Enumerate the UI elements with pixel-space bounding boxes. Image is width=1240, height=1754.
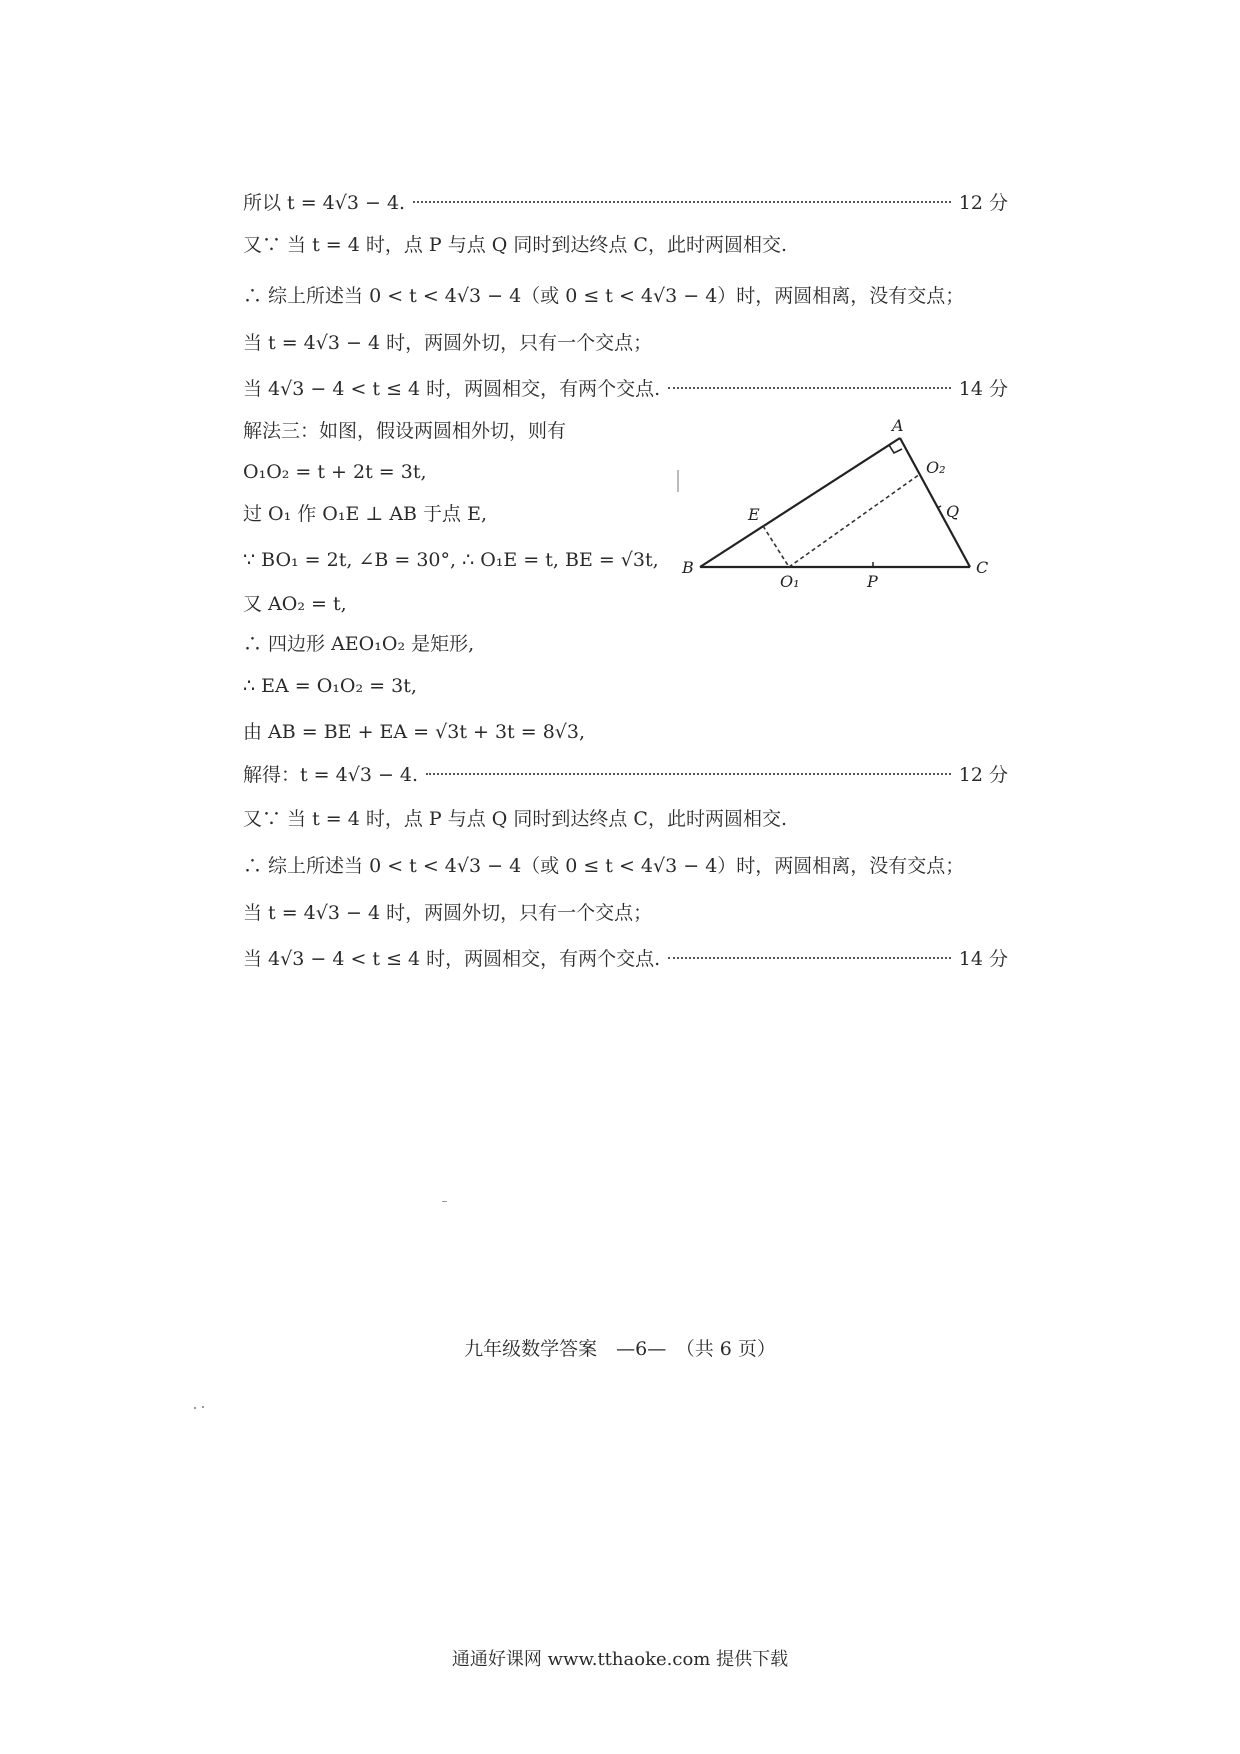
segment-o1-o2 bbox=[789, 474, 920, 567]
text-line-9: ∵ BO₁ = 2t, ∠B = 30°, ∴ O₁E = t, BE = √3t, bbox=[243, 549, 659, 571]
leader-dots bbox=[426, 772, 951, 775]
text-line-6: 解法三：如图，假设两圆相外切，则有 bbox=[243, 420, 567, 442]
label-o1: O₁ bbox=[780, 572, 800, 590]
score-label: 12 分 bbox=[958, 764, 1008, 786]
text-line-3: ∴ 综上所述当 0 < t < 4√3 − 4（或 0 ≤ t < 4√3 − 4）时，两圆相离，没有交点； bbox=[243, 285, 965, 307]
label-q: Q bbox=[946, 502, 960, 521]
leader-dots bbox=[668, 386, 951, 389]
text-line-8: 过 O₁ 作 O₁E ⊥ AB 于点 E, bbox=[243, 503, 487, 525]
text-line-15: 又∵ 当 t = 4 时，点 P 与点 Q 同时到达终点 C，此时两圆相交. bbox=[243, 808, 787, 830]
label-a: A bbox=[892, 416, 904, 435]
label-o2: O₂ bbox=[926, 458, 946, 477]
leader-dots bbox=[668, 956, 951, 959]
text-line-4: 当 t = 4√3 − 4 时，两圆外切，只有一个交点； bbox=[243, 332, 653, 354]
scan-speck bbox=[202, 1406, 204, 1408]
score-label: 12 分 bbox=[958, 192, 1008, 214]
text-line-1: 所以 t = 4√3 − 4. 12 分 bbox=[243, 192, 1008, 214]
text-line-14: 解得：t = 4√3 − 4. 12 分 bbox=[243, 764, 1008, 786]
right-angle-mark bbox=[889, 445, 902, 453]
label-c: C bbox=[976, 558, 989, 577]
leader-dots bbox=[413, 200, 951, 203]
segment-e-o1 bbox=[763, 526, 789, 567]
text-line-12: ∴ EA = O₁O₂ = 3t, bbox=[243, 675, 417, 697]
label-p: P bbox=[867, 572, 878, 590]
page-footer: 九年级数学答案 —6— （共 6 页） bbox=[464, 1338, 776, 1360]
text-line-16: ∴ 综上所述当 0 < t < 4√3 − 4（或 0 ≤ t < 4√3 − 4）时，两圆相离，没有交点； bbox=[243, 855, 965, 877]
text-line-10: 又 AO₂ = t, bbox=[243, 593, 347, 615]
score-label: 14 分 bbox=[958, 378, 1008, 400]
text-line-13: 由 AB = BE + EA = √3t + 3t = 8√3, bbox=[243, 721, 586, 743]
text-line-17: 当 t = 4√3 − 4 时，两圆外切，只有一个交点； bbox=[243, 902, 653, 924]
text-line-2: 又∵ 当 t = 4 时，点 P 与点 Q 同时到达终点 C，此时两圆相交. bbox=[243, 234, 787, 256]
label-b: B bbox=[682, 558, 694, 577]
scan-streak bbox=[677, 470, 679, 492]
text-line-7: O₁O₂ = t + 2t = 3t, bbox=[243, 461, 427, 483]
segment-ba bbox=[700, 438, 900, 567]
text-line-11: ∴ 四边形 AEO₁O₂ 是矩形, bbox=[243, 633, 475, 655]
text-line-5: 当 4√3 − 4 < t ≤ 4 时，两圆相交，有两个交点. 14 分 bbox=[243, 378, 1008, 400]
label-e: E bbox=[748, 505, 760, 524]
source-footer: 通通好课网 www.tthaoke.com 提供下载 bbox=[451, 1649, 789, 1670]
scan-speck bbox=[442, 1201, 447, 1202]
geometry-figure bbox=[680, 415, 1010, 590]
scan-speck bbox=[194, 1407, 196, 1409]
text-line-18: 当 4√3 − 4 < t ≤ 4 时，两圆相交，有两个交点. 14 分 bbox=[243, 948, 1008, 970]
score-label: 14 分 bbox=[958, 948, 1008, 970]
